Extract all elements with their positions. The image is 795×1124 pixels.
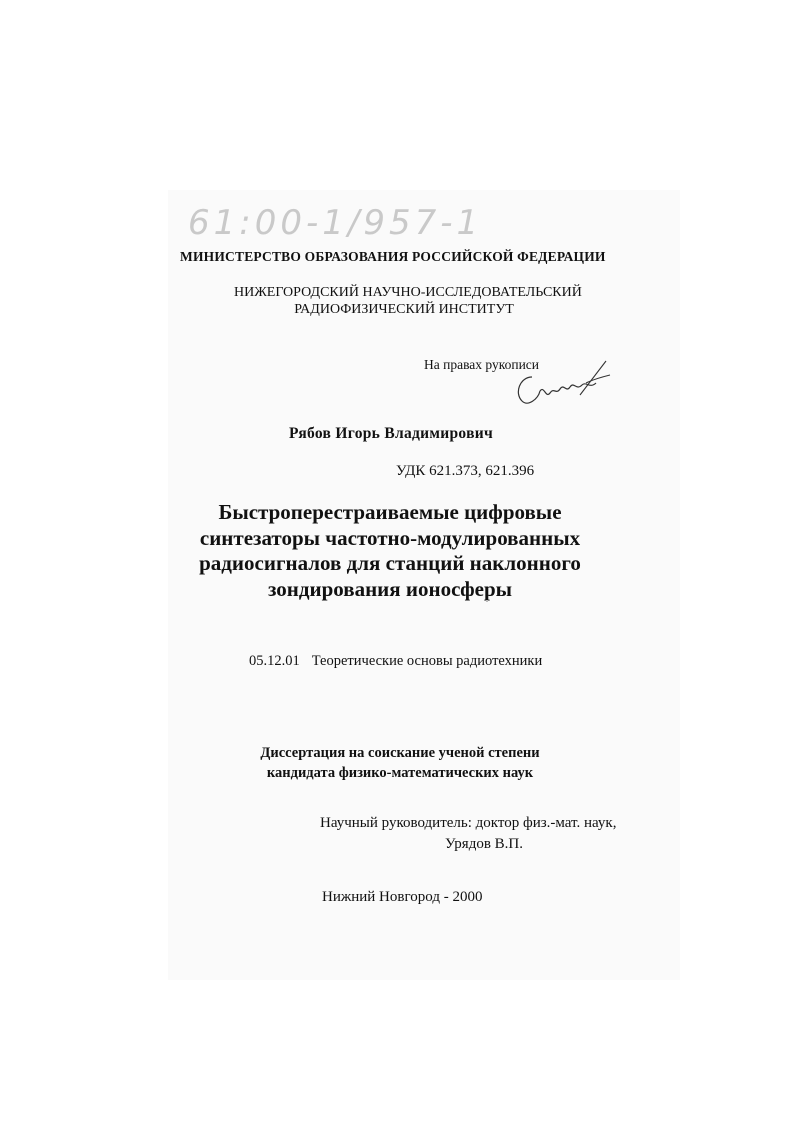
institute-line-1: НИЖЕГОРОДСКИЙ НАУЧНО-ИССЛЕДОВАТЕЛЬСКИЙ: [234, 285, 582, 300]
title-line-4: зондирования ионосферы: [267, 576, 513, 601]
degree-statement: [230, 743, 570, 783]
institute-line-2: РАДИОФИЗИЧЕСКИЙ ИНСТИТУТ: [294, 302, 514, 317]
author-name: Рябов Игорь Владимирович: [289, 425, 494, 442]
ministry-heading: МИНИСТЕРСТВО ОБРАЗОВАНИЯ РОССИЙСКОЙ ФЕДЕРАЦИИ: [180, 249, 606, 264]
handwritten-signature: [510, 355, 620, 415]
manuscript-rights-note: На правах рукописи: [424, 357, 540, 372]
institute-heading: [234, 284, 582, 318]
udk-code: УДК 621.373, 621.396: [396, 463, 535, 479]
title-line-2: синтезаторы частотно-модулированных: [199, 525, 581, 550]
advisor-name: Урядов В.П.: [445, 836, 524, 852]
degree-line-1: Диссертация на соискание ученой степени: [260, 745, 540, 761]
scan-speck: [486, 600, 488, 602]
dissertation-title: [170, 500, 610, 602]
title-line-3: радиосигналов для станций наклонного: [199, 551, 581, 575]
specialty-code: 05.12.01: [249, 653, 300, 669]
specialty: [249, 653, 542, 670]
degree-line-2: кандидата физико-математических наук: [266, 765, 534, 781]
place-and-year: Нижний Новгород - 2000: [322, 889, 483, 905]
specialty-name: Теоретические основы радиотехники: [311, 653, 543, 669]
title-line-1: Быстроперестраиваемые цифровые: [218, 500, 562, 524]
advisor-label: Научный руководитель: доктор физ.-мат. наук,: [320, 815, 617, 831]
archive-stamp: 61:00-1/957-1: [188, 203, 483, 243]
